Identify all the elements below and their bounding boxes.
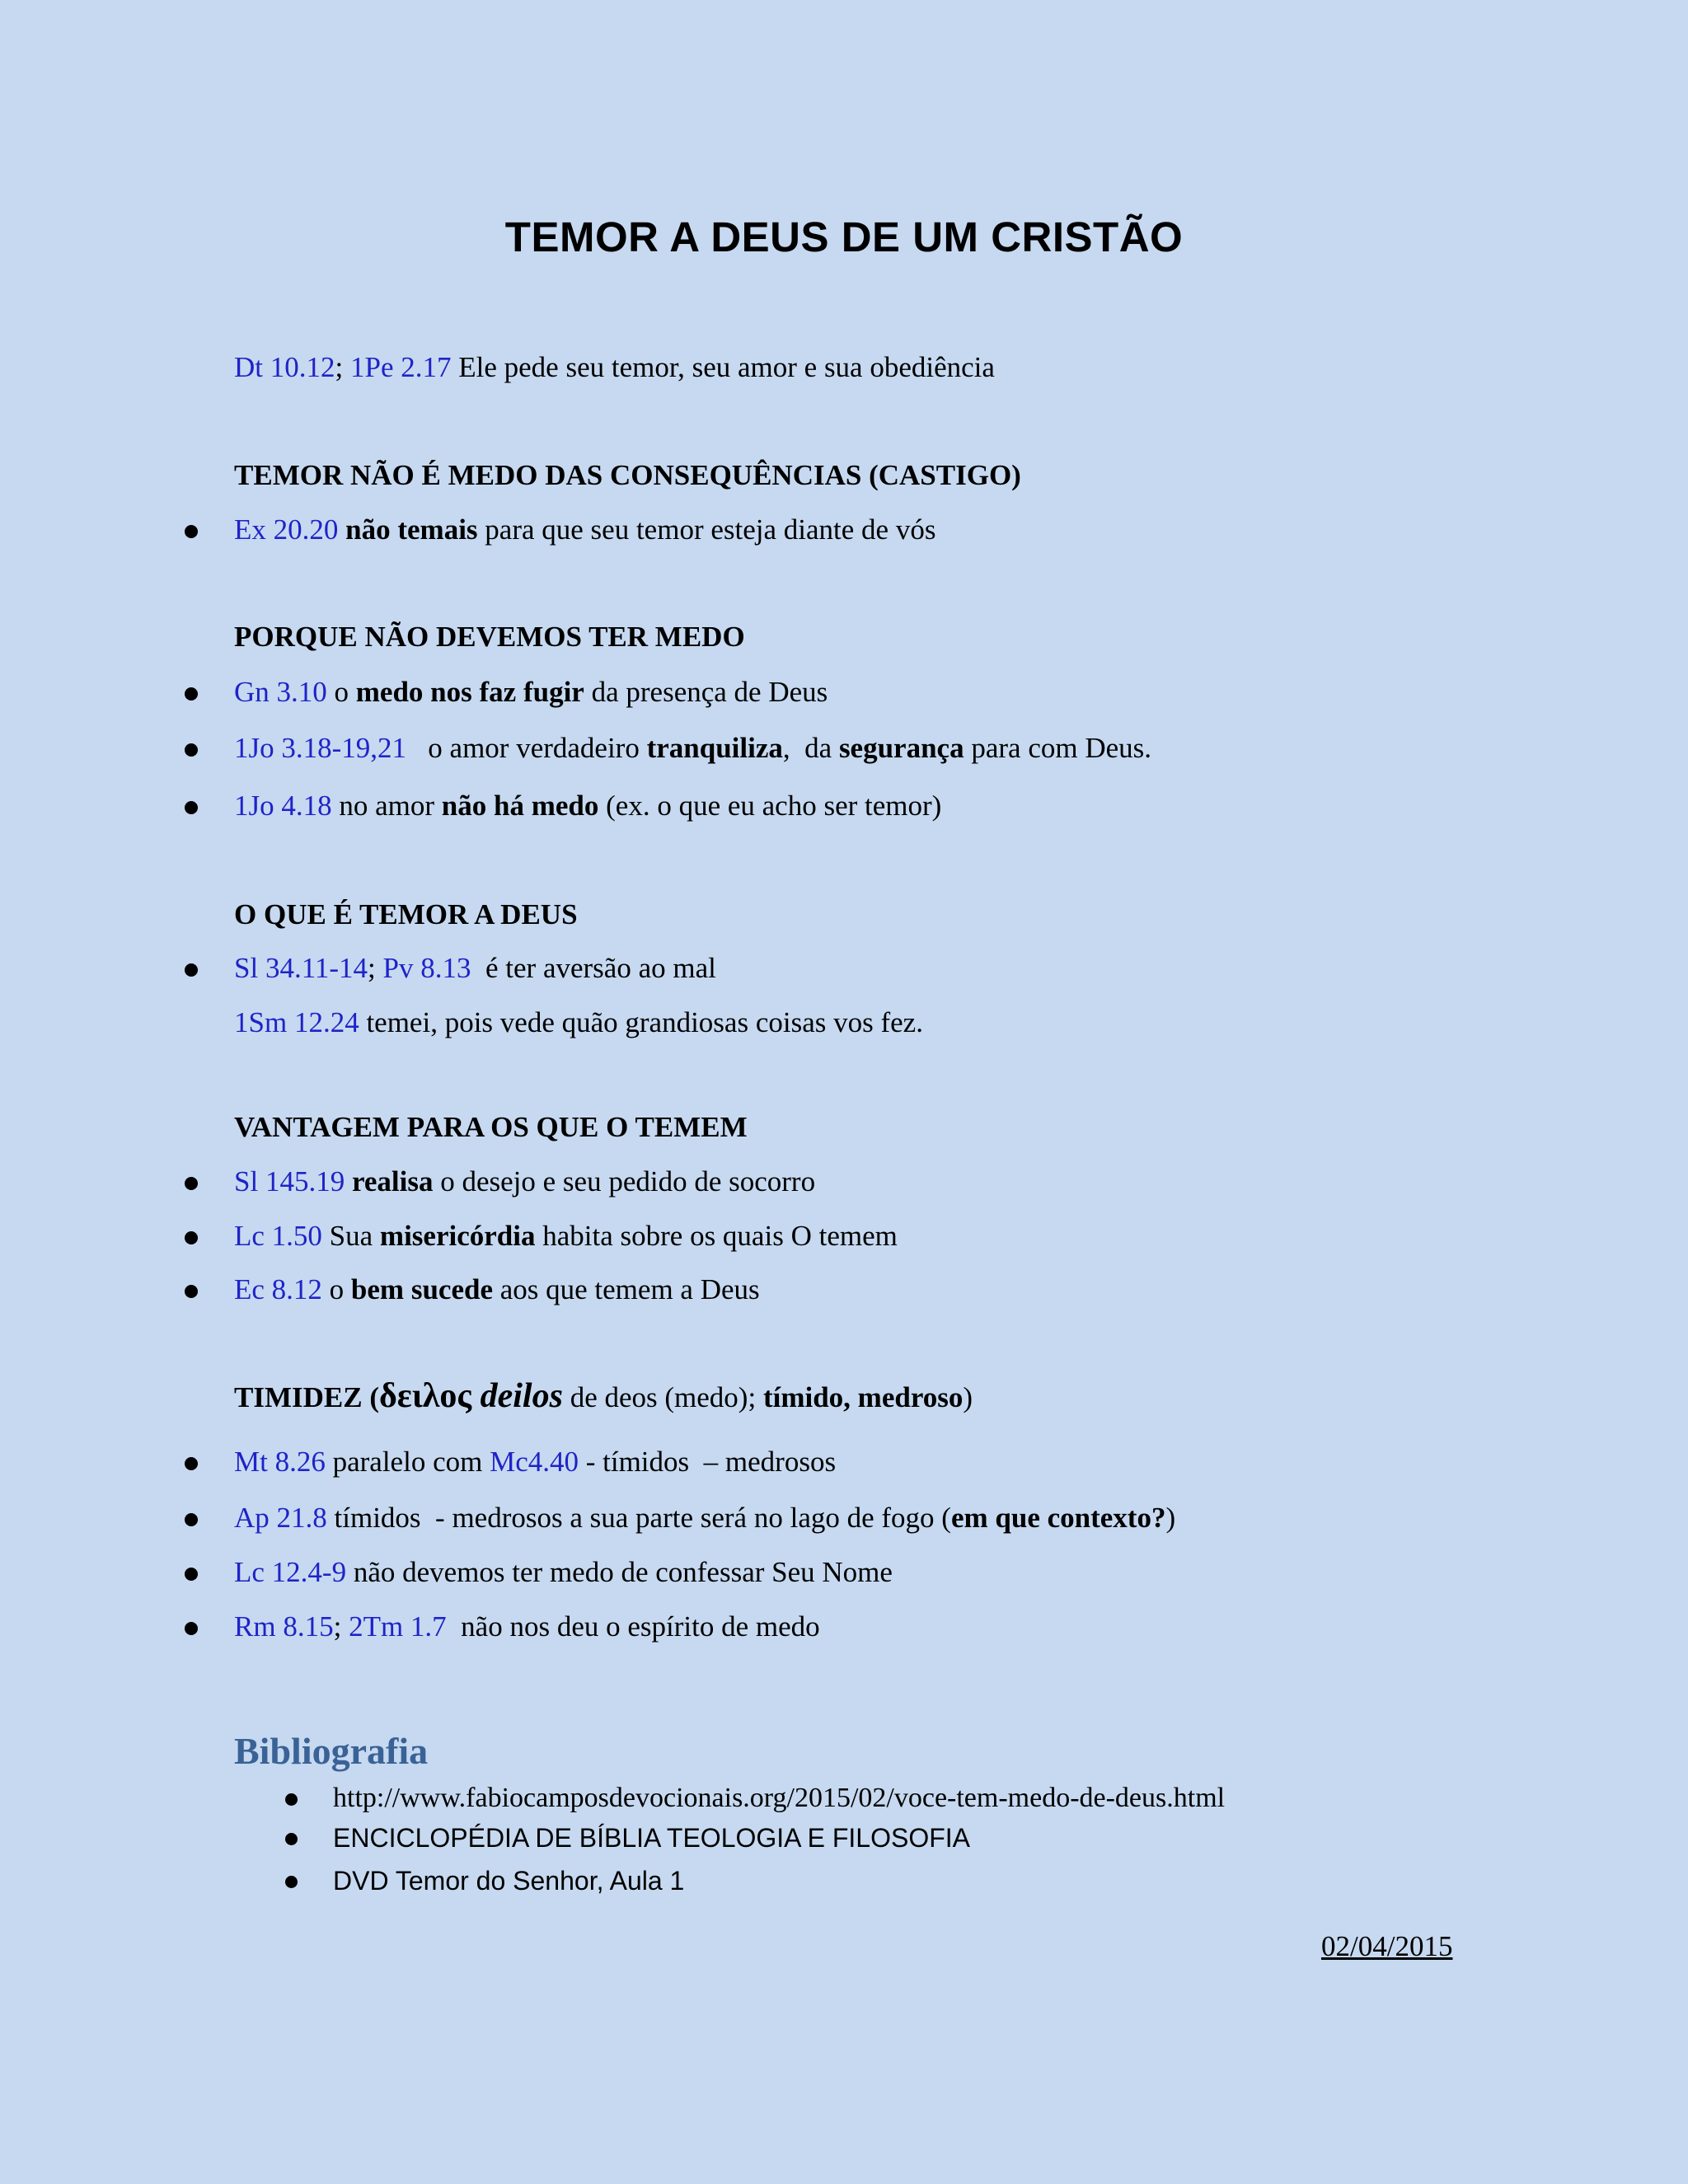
bullet-icon [185,1457,198,1470]
emphasis-text: realisa [351,1165,434,1197]
item-text: ) [1165,1502,1176,1534]
bullet-icon [185,1622,198,1635]
item-text: - tímidos – medrosos [578,1446,837,1478]
list-item [234,1164,815,1200]
list-item [234,1500,1175,1536]
scripture-reference: Sl 145.19 [234,1165,345,1197]
emphasis-text: não há medo [441,790,599,822]
list-item [234,1554,893,1591]
list-item [234,512,935,548]
bibliography-item: DVD Temor do Senhor, Aula 1 [333,1866,685,1896]
item-text: o [326,676,356,708]
scripture-reference: 2Tm 1.7 [349,1610,447,1643]
scripture-reference: Dt 10.12 [234,351,335,383]
item-text: tímidos - medrosos a sua parte será no lago de fogo ( [326,1502,951,1534]
scripture-reference: 1Jo 4.18 [234,790,332,822]
separator: ; [335,351,344,383]
scripture-reference: Ex 20.20 [234,513,339,546]
heading-emphasis: tímido, medroso [762,1381,964,1413]
item-text: para com Deus. [964,732,1152,764]
list-item [234,1272,760,1308]
bullet-icon [185,1568,198,1581]
scripture-reference: 1Pe 2.17 [349,351,452,383]
item-text: o desejo e seu pedido de socorro [433,1165,816,1197]
bullet-icon [285,1833,298,1845]
list-item [234,950,716,987]
list-item [234,1218,898,1254]
list-item [234,788,941,824]
bibliography-title: Bibliografia [234,1730,429,1772]
heading-text: TIMIDEZ ( [234,1381,379,1413]
emphasis-text: tranquiliza [646,732,783,764]
scripture-reference: Ec 8.12 [234,1273,322,1305]
section-heading-timidity [234,1378,973,1416]
bullet-icon [185,1231,198,1244]
page-title: TEMOR A DEUS DE UM CRISTÃO [504,213,1184,260]
bullet-icon [185,525,198,538]
section-heading-advantages: VANTAGEM PARA OS QUE O TEMEM [234,1111,748,1143]
separator: ; [368,952,383,984]
emphasis-text: medo nos faz fugir [355,676,584,708]
intro-line [234,349,995,386]
scripture-reference: Mt 8.26 [234,1446,326,1478]
document-date: 02/04/2015 [1321,1930,1453,1962]
item-text: não nos deu o espírito de medo [446,1610,820,1643]
bullet-icon [185,1177,198,1190]
heading-text: ) [963,1381,973,1413]
item-text: não devemos ter medo de confessar Seu Nome [346,1556,893,1588]
section-heading-consequences: TEMOR NÃO É MEDO DAS CONSEQUÊNCIAS (CASTIGO) [234,459,1021,491]
item-text: para que seu temor esteja diante de vós [477,513,936,546]
bullet-icon [285,1793,298,1806]
scripture-reference: Pv 8.13 [382,952,471,984]
item-text: paralelo com [325,1446,490,1478]
list-item [234,1609,820,1645]
transliteration: deilos [471,1377,563,1415]
emphasis-text: não temais [338,513,478,546]
emphasis-text: misericórdia [379,1220,536,1252]
bullet-icon [185,1285,198,1298]
item-text: aos que temem a Deus [492,1273,760,1305]
bullet-icon [185,801,198,814]
list-item [234,1005,923,1041]
bullet-icon [185,963,198,977]
item-text: , da [782,732,839,764]
item-text: é ter aversão ao mal [471,952,716,984]
item-text: (ex. o que eu acho ser temor) [598,790,942,822]
bibliography-item: ENCICLOPÉDIA DE BÍBLIA TEOLOGIA E FILOSOFIA [333,1823,970,1853]
emphasis-text: em que contexto? [950,1502,1166,1534]
item-text: o amor verdadeiro [406,732,647,764]
separator: ; [333,1610,349,1643]
bullet-icon [285,1876,298,1888]
scripture-reference: Lc 12.4-9 [234,1556,347,1588]
scripture-reference: Rm 8.15 [234,1610,334,1643]
bullet-icon [185,1513,198,1526]
scripture-reference: 1Sm 12.24 [234,1006,359,1038]
scripture-reference: Lc 1.50 [234,1220,322,1252]
intro-text: Ele pede seu temor, seu amor e sua obediência [451,351,995,383]
section-heading-what-is-fear: O QUE É TEMOR A DEUS [234,898,578,930]
item-text: temei, pois vede quão grandiosas coisas vos fez. [359,1006,923,1038]
scripture-reference: Ap 21.8 [234,1502,327,1534]
list-item [234,1444,836,1480]
item-text: habita sobre os quais O temem [535,1220,898,1252]
item-text [345,1165,352,1197]
bullet-icon [185,743,198,757]
item-text: o [321,1273,351,1305]
bullet-icon [185,687,198,701]
list-item [234,730,1151,766]
item-text: da presença de Deus [584,676,828,708]
item-text: Sua [321,1220,380,1252]
greek-word: δειλος [379,1377,472,1415]
bibliography-item-link[interactable]: http://www.fabiocamposdevocionais.org/2015/02/voce-tem-medo-de-deus.html [333,1783,1226,1813]
emphasis-text: segurança [838,732,964,764]
scripture-reference: Sl 34.11-14 [234,952,368,984]
list-item [234,674,828,710]
section-heading-why-not-fear: PORQUE NÃO DEVEMOS TER MEDO [234,621,745,653]
heading-text: de deos (medo); [562,1381,763,1413]
scripture-reference: Mc4.40 [490,1446,579,1478]
item-text: no amor [331,790,442,822]
scripture-reference: 1Jo 3.18-19,21 [234,732,407,764]
emphasis-text: bem sucede [350,1273,493,1305]
scripture-reference: Gn 3.10 [234,676,327,708]
